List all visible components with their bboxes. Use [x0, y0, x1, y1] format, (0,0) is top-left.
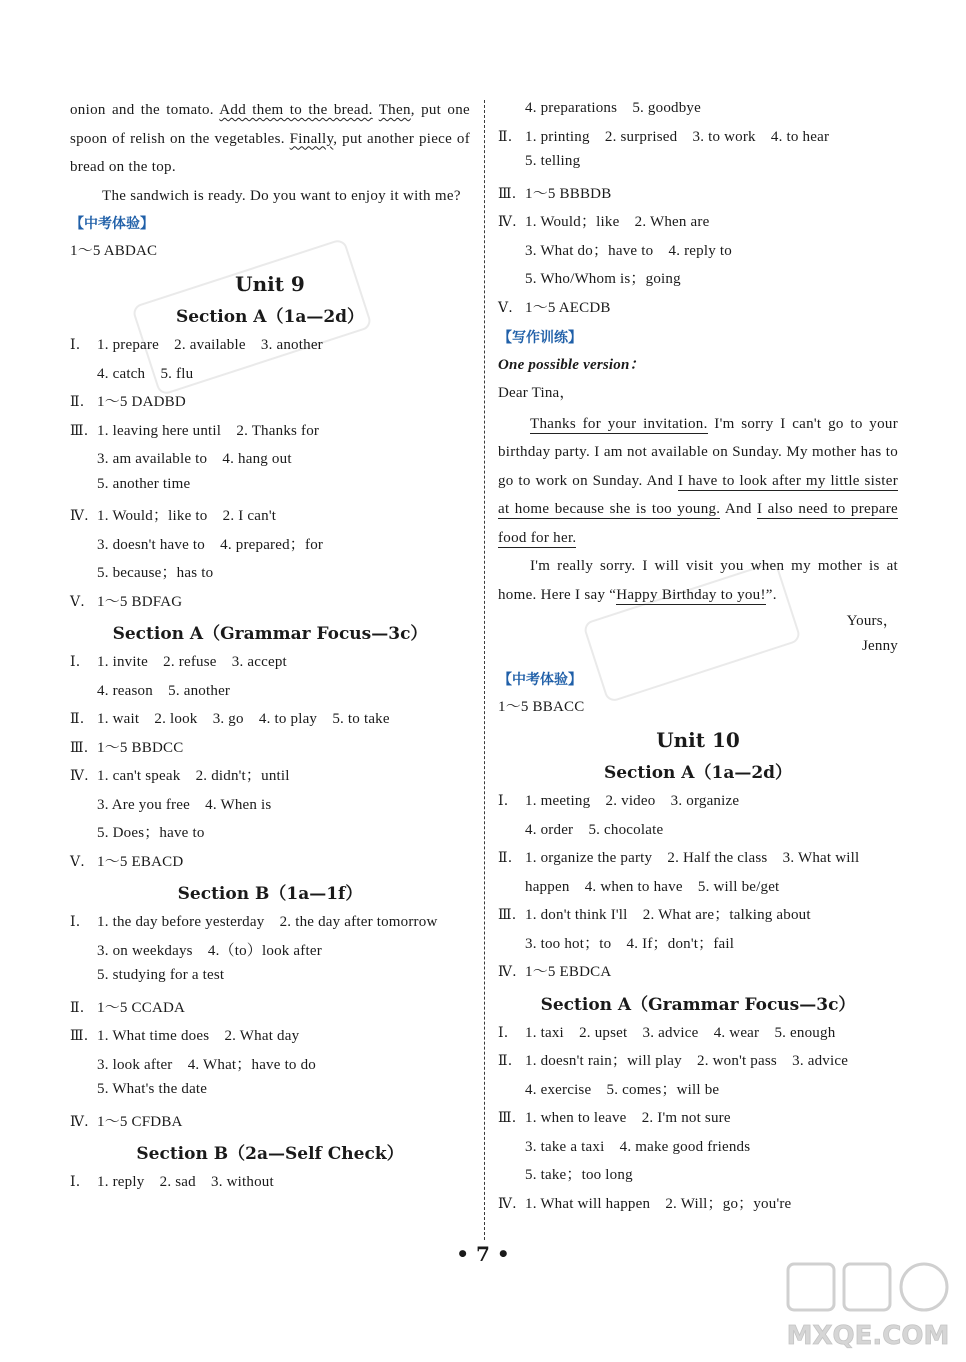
roman-numeral: Ⅴ. — [498, 299, 513, 316]
answer-line — [498, 210, 898, 239]
answer-text: 5. studying for a test — [97, 967, 225, 983]
answer-line — [70, 1110, 470, 1139]
roman-numeral: Ⅰ. — [498, 1024, 509, 1041]
answer-line — [70, 476, 470, 505]
underlined-text: Finally — [289, 130, 334, 147]
answer-line — [498, 296, 898, 325]
answer-text: 1. Would；like to 2. I can't — [97, 508, 277, 524]
answer-text: 1. the day before yesterday 2. the day after tomorrow — [97, 914, 438, 930]
writing-paragraph-2 — [498, 552, 898, 609]
tag-xiezuo: 【写作训练】 — [498, 330, 582, 346]
answer-line — [498, 1049, 898, 1078]
roman-numeral: Ⅲ. — [498, 185, 517, 202]
answer-text: 4. order 5. chocolate — [525, 821, 664, 838]
answer-line — [70, 1170, 470, 1199]
right-column — [498, 96, 898, 1220]
answer-line — [70, 590, 470, 619]
site-logo-watermark — [778, 1256, 958, 1356]
answer-text: 3. Are you free 4. When is — [97, 796, 272, 813]
answer-line — [70, 764, 470, 793]
answer-text: 1. leaving here until 2. Thanks for — [97, 422, 320, 439]
roman-numeral: Ⅳ. — [498, 964, 517, 980]
roman-numeral: Ⅳ. — [70, 1113, 89, 1130]
answer-text: 4. catch 5. flu — [97, 365, 194, 382]
roman-numeral: Ⅴ. — [70, 853, 85, 870]
text-span: onion and the tomato. — [70, 102, 214, 118]
answer-text: 1. don't think I'll 2. What are；talking about — [525, 907, 811, 923]
answer-line — [70, 533, 470, 562]
logo-url-text: MXQE.COM — [786, 1321, 950, 1351]
letter-signature: Jenny — [862, 637, 898, 654]
answer-line — [70, 1053, 470, 1082]
answer-text: 1. can't speak 2. didn't；until — [97, 768, 290, 784]
answer-text: 4. reason 5. another — [97, 682, 231, 699]
roman-numeral: Ⅱ. — [498, 850, 513, 866]
answer-line — [498, 818, 898, 847]
answer-block — [70, 910, 470, 1138]
answer-block — [498, 789, 898, 989]
answer-text: 5. telling — [525, 153, 581, 169]
answer-line — [498, 789, 898, 818]
section-title: Section B（1a—1f） — [177, 884, 363, 904]
section-title: Section A（Grammar Focus—3c） — [540, 994, 856, 1015]
answer-line — [70, 910, 470, 939]
answer-line — [70, 1024, 470, 1053]
answer-line — [70, 561, 470, 590]
underlined-text: I also need to prepare food for her. — [498, 501, 898, 546]
roman-numeral: Ⅰ. — [70, 337, 81, 353]
answer-line — [70, 679, 470, 708]
answer-line — [498, 1192, 898, 1221]
answer-text: 1. when to leave 2. I'm not sure — [525, 1110, 731, 1126]
unit-9-title: Unit 9 — [235, 272, 305, 296]
answer-text: 1. What will happen 2. Will；go；you're — [525, 1195, 792, 1212]
answer-text: 1～5 AECDB — [525, 299, 611, 316]
left-column — [70, 96, 470, 1199]
underlined-text: Add them to the bread. — [219, 102, 373, 118]
roman-numeral: Ⅳ. — [70, 508, 89, 524]
answer-line — [70, 650, 470, 679]
answer-text: 1. invite 2. refuse 3. accept — [97, 654, 287, 670]
text-span: ”. — [765, 586, 777, 603]
answer-line — [498, 875, 898, 904]
roman-numeral: Ⅰ. — [70, 914, 81, 930]
page-number: • 7 • — [456, 1242, 510, 1266]
answer-block — [70, 650, 470, 878]
section-title: Section A（1a—2d） — [603, 763, 793, 783]
unit-10-title: Unit 10 — [656, 728, 740, 752]
answer-text: 1～5 BBBDB — [525, 185, 612, 202]
underlined-text: Then — [378, 102, 411, 118]
answer-text: 1～5 CCADA — [97, 999, 186, 1016]
text-span: , put another piece of bread on the top. — [70, 130, 470, 175]
underlined-text: Thanks for your invitation. — [530, 415, 708, 432]
roman-numeral: Ⅰ. — [70, 1174, 81, 1190]
answer-line — [498, 846, 898, 875]
roman-numeral: Ⅰ. — [70, 654, 81, 670]
answer-text: 1. prepare 2. available 3. another — [97, 337, 323, 353]
answer-text: 1～5 EBACD — [97, 853, 184, 870]
roman-numeral: Ⅲ. — [70, 739, 89, 756]
section-title: Section B（2a—Self Check） — [136, 1144, 404, 1164]
underlined-text: Happy Birthday to you! — [616, 586, 766, 603]
roman-numeral: Ⅲ. — [498, 907, 517, 923]
answer-text: 1～5 DADBD — [97, 394, 186, 410]
answer-line — [70, 850, 470, 879]
answer-line — [498, 267, 898, 296]
answer-line — [70, 504, 470, 533]
answer-line — [70, 362, 470, 391]
answer-text: 3. too hot；to 4. If；don't；fail — [525, 935, 735, 952]
answer-text: happen 4. when to have 5. will be/get — [525, 878, 780, 895]
answer-line — [498, 1021, 898, 1050]
answer-text: 1. taxi 2. upset 3. advice 4. wear 5. enough — [525, 1024, 836, 1041]
writing-paragraph-1 — [498, 410, 898, 553]
answer-line — [498, 960, 898, 989]
text-span: I'm really sorry. I will visit you when my mother is at home. Here I say “ — [498, 558, 898, 603]
section-title: Section A（1a—2d） — [175, 307, 365, 327]
answer-text: 5. take；too long — [525, 1167, 633, 1183]
answer-text: 5. another time — [97, 475, 191, 492]
roman-numeral: Ⅰ. — [498, 793, 509, 809]
answer-line — [70, 939, 470, 968]
answer-text: 1. meeting 2. video 3. organize — [525, 793, 740, 809]
roman-numeral: Ⅱ. — [70, 999, 85, 1016]
answer-line — [70, 707, 470, 736]
answer-text: 1. printing 2. surprised 3. to work 4. to hear — [525, 128, 830, 145]
answer-line — [498, 125, 898, 154]
answer-line — [498, 932, 898, 961]
answer-line — [70, 967, 470, 996]
answer-block — [70, 333, 470, 618]
answer-text: 1. What time does 2. What day — [97, 1028, 300, 1044]
answer-line — [70, 793, 470, 822]
letter-salutation: Dear Tina， — [498, 385, 575, 401]
answer-text: 4. preparations 5. goodbye — [525, 100, 701, 116]
letter-closing: Yours， — [846, 613, 898, 629]
roman-numeral: Ⅱ. — [498, 128, 513, 145]
answer-line — [498, 1135, 898, 1164]
answer-text: 1～5 EBDCA — [525, 964, 612, 980]
answer-line — [498, 153, 898, 182]
answer-line: 1～5 ABDAC — [70, 242, 158, 259]
roman-numeral: Ⅱ. — [70, 394, 85, 410]
answer-line — [70, 390, 470, 419]
underlined-text: I have to look after my little sister at home because she is too young. — [498, 472, 899, 517]
answer-line — [498, 903, 898, 932]
roman-numeral: Ⅴ. — [70, 593, 85, 610]
answer-text: 1. wait 2. look 3. go 4. to play 5. to take — [97, 711, 390, 727]
answer-line — [498, 96, 898, 125]
answer-line — [498, 1163, 898, 1192]
answer-line — [498, 182, 898, 211]
answer-line — [70, 821, 470, 850]
text-span: , put one spoon of relish on the vegetables. — [70, 102, 470, 147]
answer-text: 5. Who/Whom is；going — [525, 271, 681, 287]
answer-text: 1～5 CFDBA — [97, 1113, 183, 1130]
roman-numeral: Ⅲ. — [70, 1028, 89, 1044]
answer-line — [70, 419, 470, 448]
answer-line — [498, 239, 898, 268]
answer-text: 5. because；has to — [97, 565, 214, 581]
answer-text: 1～5 BBDCC — [97, 739, 184, 756]
section-title: Section A（Grammar Focus—3c） — [112, 624, 428, 644]
tag-zhongkao: 【中考体验】 — [70, 216, 154, 232]
answer-text: 1. organize the party 2. Half the class 3. What will — [525, 850, 860, 866]
roman-numeral: Ⅳ. — [498, 214, 517, 230]
answer-line — [70, 447, 470, 476]
roman-numeral: Ⅳ. — [70, 768, 89, 784]
roman-numeral: Ⅲ. — [70, 422, 89, 439]
answer-text: 4. exercise 5. comes；will be — [525, 1081, 720, 1098]
answer-block — [70, 1170, 470, 1199]
column-divider — [484, 100, 485, 1240]
roman-numeral: Ⅲ. — [498, 1110, 517, 1126]
answer-line — [70, 1081, 470, 1110]
roman-numeral: Ⅱ. — [70, 711, 85, 727]
roman-numeral: Ⅳ. — [498, 1195, 517, 1212]
answer-line — [70, 996, 470, 1025]
answer-text: 3. take a taxi 4. make good friends — [525, 1138, 751, 1155]
answer-text: 1. doesn't rain；will play 2. won't pass 3. advice — [525, 1053, 849, 1069]
letter-paragraph-2: The sandwich is ready. Do you want to enjoy it with me? — [102, 187, 461, 204]
answer-line — [498, 1078, 898, 1107]
answer-text: 3. am available to 4. hang out — [97, 451, 292, 467]
letter-paragraph-1 — [70, 96, 470, 182]
answer-text: 1～5 BDFAG — [97, 593, 183, 610]
tag-zhongkao: 【中考体验】 — [498, 672, 582, 688]
answer-text: 5. What's the date — [97, 1081, 208, 1097]
possible-version-label: One possible version： — [498, 356, 645, 373]
answer-text: 1. reply 2. sad 3. without — [97, 1174, 274, 1190]
answer-line — [498, 1106, 898, 1135]
answer-text: 3. on weekdays 4.（to）look after — [97, 942, 322, 959]
text-span: I'm sorry I can't go to your birthday party. I am not available on Sunday. My mother has to go to work on Sunday. And — [498, 415, 898, 489]
answer-line — [70, 333, 470, 362]
answer-text: 3. What do；have to 4. reply to — [525, 242, 732, 259]
answer-block — [498, 96, 898, 324]
answer-text: 1. Would；like 2. When are — [525, 214, 710, 230]
answer-line: 1～5 BBACC — [498, 698, 585, 715]
answer-text: 3. doesn't have to 4. prepared；for — [97, 536, 324, 553]
answer-text: 3. look after 4. What；have to do — [97, 1056, 316, 1073]
answer-block — [498, 1021, 898, 1221]
roman-numeral: Ⅱ. — [498, 1053, 513, 1069]
text-span: And — [720, 501, 758, 517]
answer-line — [70, 736, 470, 765]
answer-text: 5. Does；have to — [97, 825, 205, 841]
